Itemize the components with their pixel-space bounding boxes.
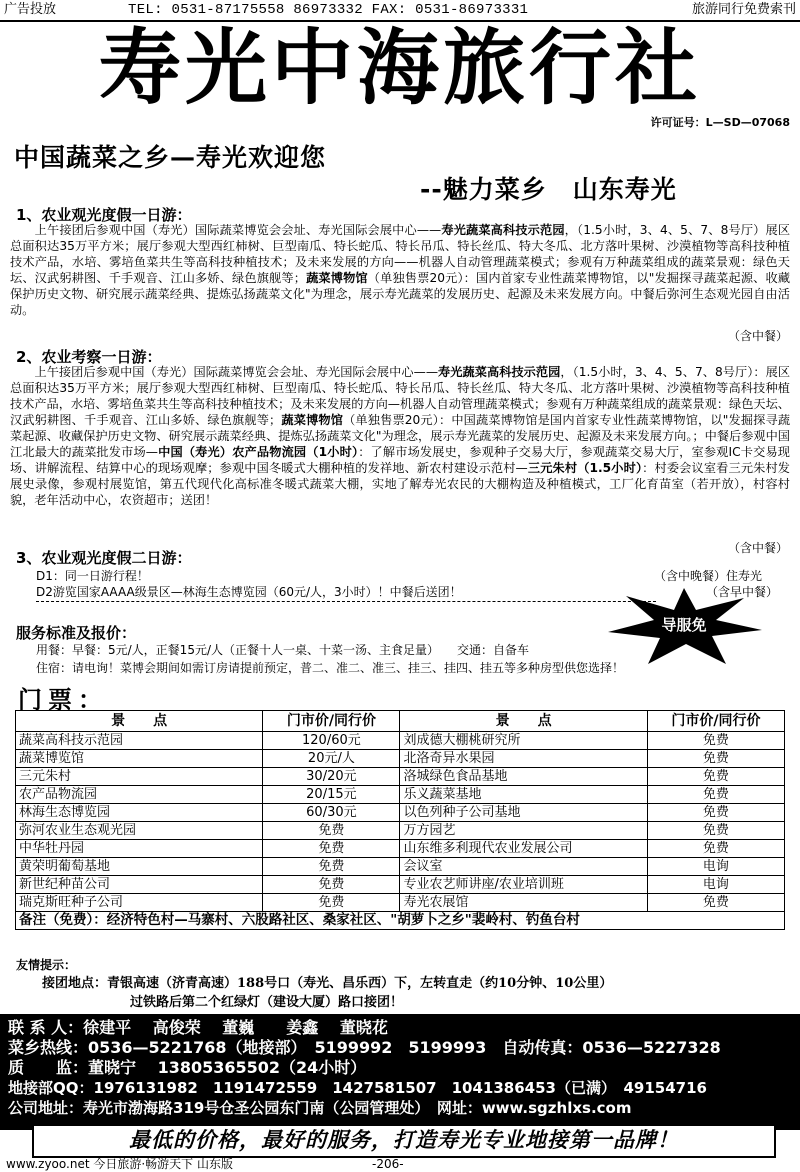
spot-name: 黄荣明葡萄基地 (16, 858, 263, 876)
spot-price: 20/15元 (263, 786, 400, 804)
spot-price: 120/60元 (263, 732, 400, 750)
spot-name: 乐义蔬菜基地 (400, 786, 647, 804)
spot-price: 免费 (263, 822, 400, 840)
header-price: 门市价/同行价 (263, 711, 400, 732)
spot-price: 免费 (647, 894, 784, 912)
tour2-highlight-c: 中国（寿光）农产品物流园（1小时） (157, 445, 359, 459)
tips-line1: 接团地点：青银高速（济青高速）188号口（寿光、昌乐西）下，左转直走（约10分钟、10公里） (16, 976, 613, 991)
footer-site: www.zyoo.net 今日旅游·畅游天下 山东版 (6, 1157, 233, 1171)
tour1-highlight-b: 蔬菜博物馆 (305, 271, 368, 285)
spot-price: 免费 (263, 858, 400, 876)
ticket-row (16, 876, 785, 894)
license-number: 许可证号：L—SD—07068 (650, 116, 790, 129)
service-stay: 住宿：请电询！菜博会期间如需订房请提前预定，普二、准二、准三、挂三、挂四、挂五等多种房型供您选择！ (36, 661, 625, 675)
spot-name: 北洛奇异水果园 (400, 750, 647, 768)
spot-name: 新世纪种苗公司 (16, 876, 263, 894)
tour1-text-b: ，（1.5小时，3、4、5、7、8号厅）展区总面积达35万平方米；展厅参观大型西红柿树、巨型南瓜、特长蛇瓜、特长吊瓜、特长丝瓜、特大冬瓜、北方落叶果树、沙漠植物等高科技种植技术产品，水培、雾培鱼菜共生等高科技种植技术；及未来发展的方向——机器人自动管理蔬菜模式；参观有万种蔬菜组成的蔬菜景观：绿色天坛、汉武躬耕图、千手观音、江山多娇、绿色旗舰等； (10, 223, 791, 285)
spot-name: 以色列种子公司基地 (400, 804, 647, 822)
header-spot: 景 点 (16, 711, 263, 732)
spot-price: 免费 (647, 804, 784, 822)
tour3-day1: D1：同一日游行程！ (36, 569, 149, 583)
contact-phone-fax: TEL: 0531-87175558 86973332 FAX: 0531-86973331 (128, 2, 529, 18)
contact-hotline: 菜乡热线：0536—5221768（地接部） 5199992 5199993 自动传真：0536—5227328 (8, 1038, 721, 1057)
spot-name: 蔬菜高科技示范园 (16, 732, 263, 750)
spot-name: 农产品物流园 (16, 786, 263, 804)
ticket-row (16, 894, 785, 912)
tour2-description (10, 364, 790, 508)
tour3-divider (36, 601, 656, 602)
spot-price: 60/30元 (263, 804, 400, 822)
ad-label: 广告投放 (4, 2, 57, 17)
tour1-description (10, 222, 790, 318)
page-number: -206- (372, 1157, 404, 1171)
tour2-highlight-a: 寿光蔬菜高科技示范园 (438, 365, 561, 379)
spot-name: 林海生态博览园 (16, 804, 263, 822)
contact-address: 公司地址：寿光市渤海路319号仓圣公园东门南（公园管理处） 网址：www.sgzhlxs.com (8, 1099, 632, 1117)
service-heading: 服务标准及报价： (16, 624, 137, 642)
footer (0, 1156, 800, 1172)
tour1-highlight-a: 寿光蔬菜高科技示范园 (441, 223, 565, 237)
tour2-text-b: ，（1.5小时，3、4、5、7、8号厅）：展区总面积达35万平方米；展厅参观大型西红柿树、巨型南瓜、特长蛇瓜、特长吊瓜、特长丝瓜、特大冬瓜、北方落叶果树、沙漠植物等高科技种植技术产品，水培、雾培鱼菜共生等高科技种植技术；及未来发展的方向—机器人自动管理蔬菜模式；参观有万种蔬菜组成的蔬菜景观：绿色天坛、汉武躬耕图、千手观音、江山多娇、绿色旗舰等； (10, 365, 791, 427)
ticket-table (15, 710, 785, 930)
contact-box (0, 1014, 800, 1130)
contact-qq: 地接部QQ：1976131982 1191472559 1427581507 1041386453（已满） 49154716 (8, 1079, 707, 1097)
spot-name: 弥河农业生态观光园 (16, 822, 263, 840)
spot-name: 山东维多利现代农业发展公司 (400, 840, 647, 858)
spot-price: 免费 (647, 786, 784, 804)
spot-name: 洛城绿色食品基地 (400, 768, 647, 786)
tour2-highlight-b: 蔬菜博物馆 (281, 413, 344, 427)
tour2-text-d: ：了解市场发展史，参观种子交易大厅，参观蔬菜交易大厅，室参观IC卡交易现场、讲解流程、结算中心的现场观摩；参观中国冬暖式大棚种植的发祥地、新农村建设示范村— (10, 445, 790, 475)
spot-price: 20元/人 (263, 750, 400, 768)
ticket-row (16, 732, 785, 750)
spot-name: 蔬菜博览馆 (16, 750, 263, 768)
spot-price: 免费 (647, 822, 784, 840)
spot-price: 免费 (263, 876, 400, 894)
spot-name: 万方园艺 (400, 822, 647, 840)
spot-price: 30/20元 (263, 768, 400, 786)
tour3-day1-meal: （含中晚餐）住寿光 (654, 569, 763, 583)
motto-banner (32, 1124, 776, 1158)
spot-price: 免费 (263, 894, 400, 912)
spot-name: 中华牡丹园 (16, 840, 263, 858)
tour3-day2-meal: （含早中餐） (706, 585, 779, 599)
spot-name: 寿光农展馆 (400, 894, 647, 912)
tour2-text-a: 上午接团后参观中国（寿光）国际蔬菜博览会会址、寿光国际会展中心—— (10, 365, 439, 379)
contact-persons: 联 系 人：徐建平 高俊荣 董巍 姜鑫 董晓花 (8, 1018, 388, 1037)
ticket-row (16, 768, 785, 786)
tour2-text-e: ：村委会议室看三元朱村发展史录像，参观村展览馆，第五代现代化高标准冬暖式蔬菜大棚，实地了解寿光农民的大棚构造及种植模式，工厂化育苗室（若开放），村容村貌，老年活动中心，农资超市；送团！ (10, 461, 790, 507)
spot-price: 免费 (263, 840, 400, 858)
top-bar (0, 0, 800, 22)
tour3-day2: D2游览国家AAAA级景区—林海生态博览园（60元/人，3小时）！中餐后送团！ (36, 585, 462, 599)
tips-line2: 过铁路后第二个红绿灯（建设大厦）路口接团！ (130, 995, 404, 1010)
spot-name: 刘成德大棚桃研究所 (400, 732, 647, 750)
tour2-highlight-d: 三元朱村（1.5小时） (527, 461, 643, 475)
ticket-row (16, 804, 785, 822)
tour3-heading: 3、农业观光度假二日游： (16, 549, 192, 567)
spot-price: 免费 (647, 750, 784, 768)
tour1-text-c: （单独售票20元）：国内首家专业性蔬菜博物馆，以"发掘探寻蔬菜起源、收藏保护历史文物、研究展示蔬菜经典、提炼弘扬蔬菜文化"为理念，展示寿光蔬菜的发展历史、起源及未来发展方向。中餐后弥河生态观光园自由活动。 (10, 271, 791, 317)
tour2-text-c: （单独售票20元）：中国蔬菜博物馆是国内首家专业性蔬菜博物馆，以"发掘探寻蔬菜起源、收藏保护历史文物、研究展示蔬菜经典、提炼弘扬蔬菜文化"为理念，展示寿光蔬菜的发展历史、起源及未来发展方向。；中餐后参观中国江北最大的蔬菜批发市场— (10, 413, 791, 459)
header-spot: 景 点 (400, 711, 647, 732)
spot-price: 免费 (647, 732, 784, 750)
service-meal: 用餐：早餐：5元/人，正餐15元/人（正餐十人一桌、十菜一汤、主食足量） 交通：自备车 (36, 643, 529, 657)
slogan-sub: --魅力菜乡 山东寿光 (420, 175, 677, 204)
slogan-main: 中国蔬菜之乡—寿光欢迎您 (14, 143, 327, 172)
spot-price: 免费 (647, 768, 784, 786)
tips-heading: 友情提示： (16, 958, 77, 972)
spot-name: 会议室 (400, 858, 647, 876)
motto-text: 最低的价格，最好的服务，打造寿光专业地接第一品牌！ (129, 1128, 679, 1152)
spot-name: 专业农艺师讲座/农业培训班 (400, 876, 647, 894)
spot-name: 瑞克斯旺种子公司 (16, 894, 263, 912)
ticket-note-row (16, 912, 785, 930)
tour2-meal: （含中餐） (727, 541, 788, 555)
agency-title: 寿光中海旅行社 (98, 20, 701, 116)
tour1-heading: 1、农业观光度假一日游： (16, 206, 192, 224)
spot-price: 电询 (647, 876, 784, 894)
spot-name: 三元朱村 (16, 768, 263, 786)
free-catalog-label: 旅游同行免费索刊 (691, 2, 796, 17)
tour1-meal: （含中餐） (727, 329, 788, 343)
ticket-note: 备注（免费）：经济特色村—马寨村、六股路社区、桑家社区、"胡萝卜之乡"裴岭村、钓鱼台村 (16, 912, 785, 930)
ticket-row (16, 750, 785, 768)
ticket-title: 门票： (18, 686, 108, 714)
spot-price: 免费 (647, 840, 784, 858)
header-price: 门市价/同行价 (647, 711, 784, 732)
ticket-row (16, 858, 785, 876)
ticket-row (16, 840, 785, 858)
badge-text: 导服免 (661, 616, 707, 634)
ticket-row (16, 786, 785, 804)
tour2-heading: 2、农业考察一日游： (16, 348, 162, 366)
ticket-table-header (16, 711, 785, 732)
spot-price: 电询 (647, 858, 784, 876)
ticket-row (16, 822, 785, 840)
guide-free-badge (604, 586, 764, 666)
contact-supervisor: 质 监：董晓宁 13805365502（24小时） (8, 1058, 367, 1077)
tour1-text-a: 上午接团后参观中国（寿光）国际蔬菜博览会会址、寿光国际会展中心—— (10, 223, 442, 237)
